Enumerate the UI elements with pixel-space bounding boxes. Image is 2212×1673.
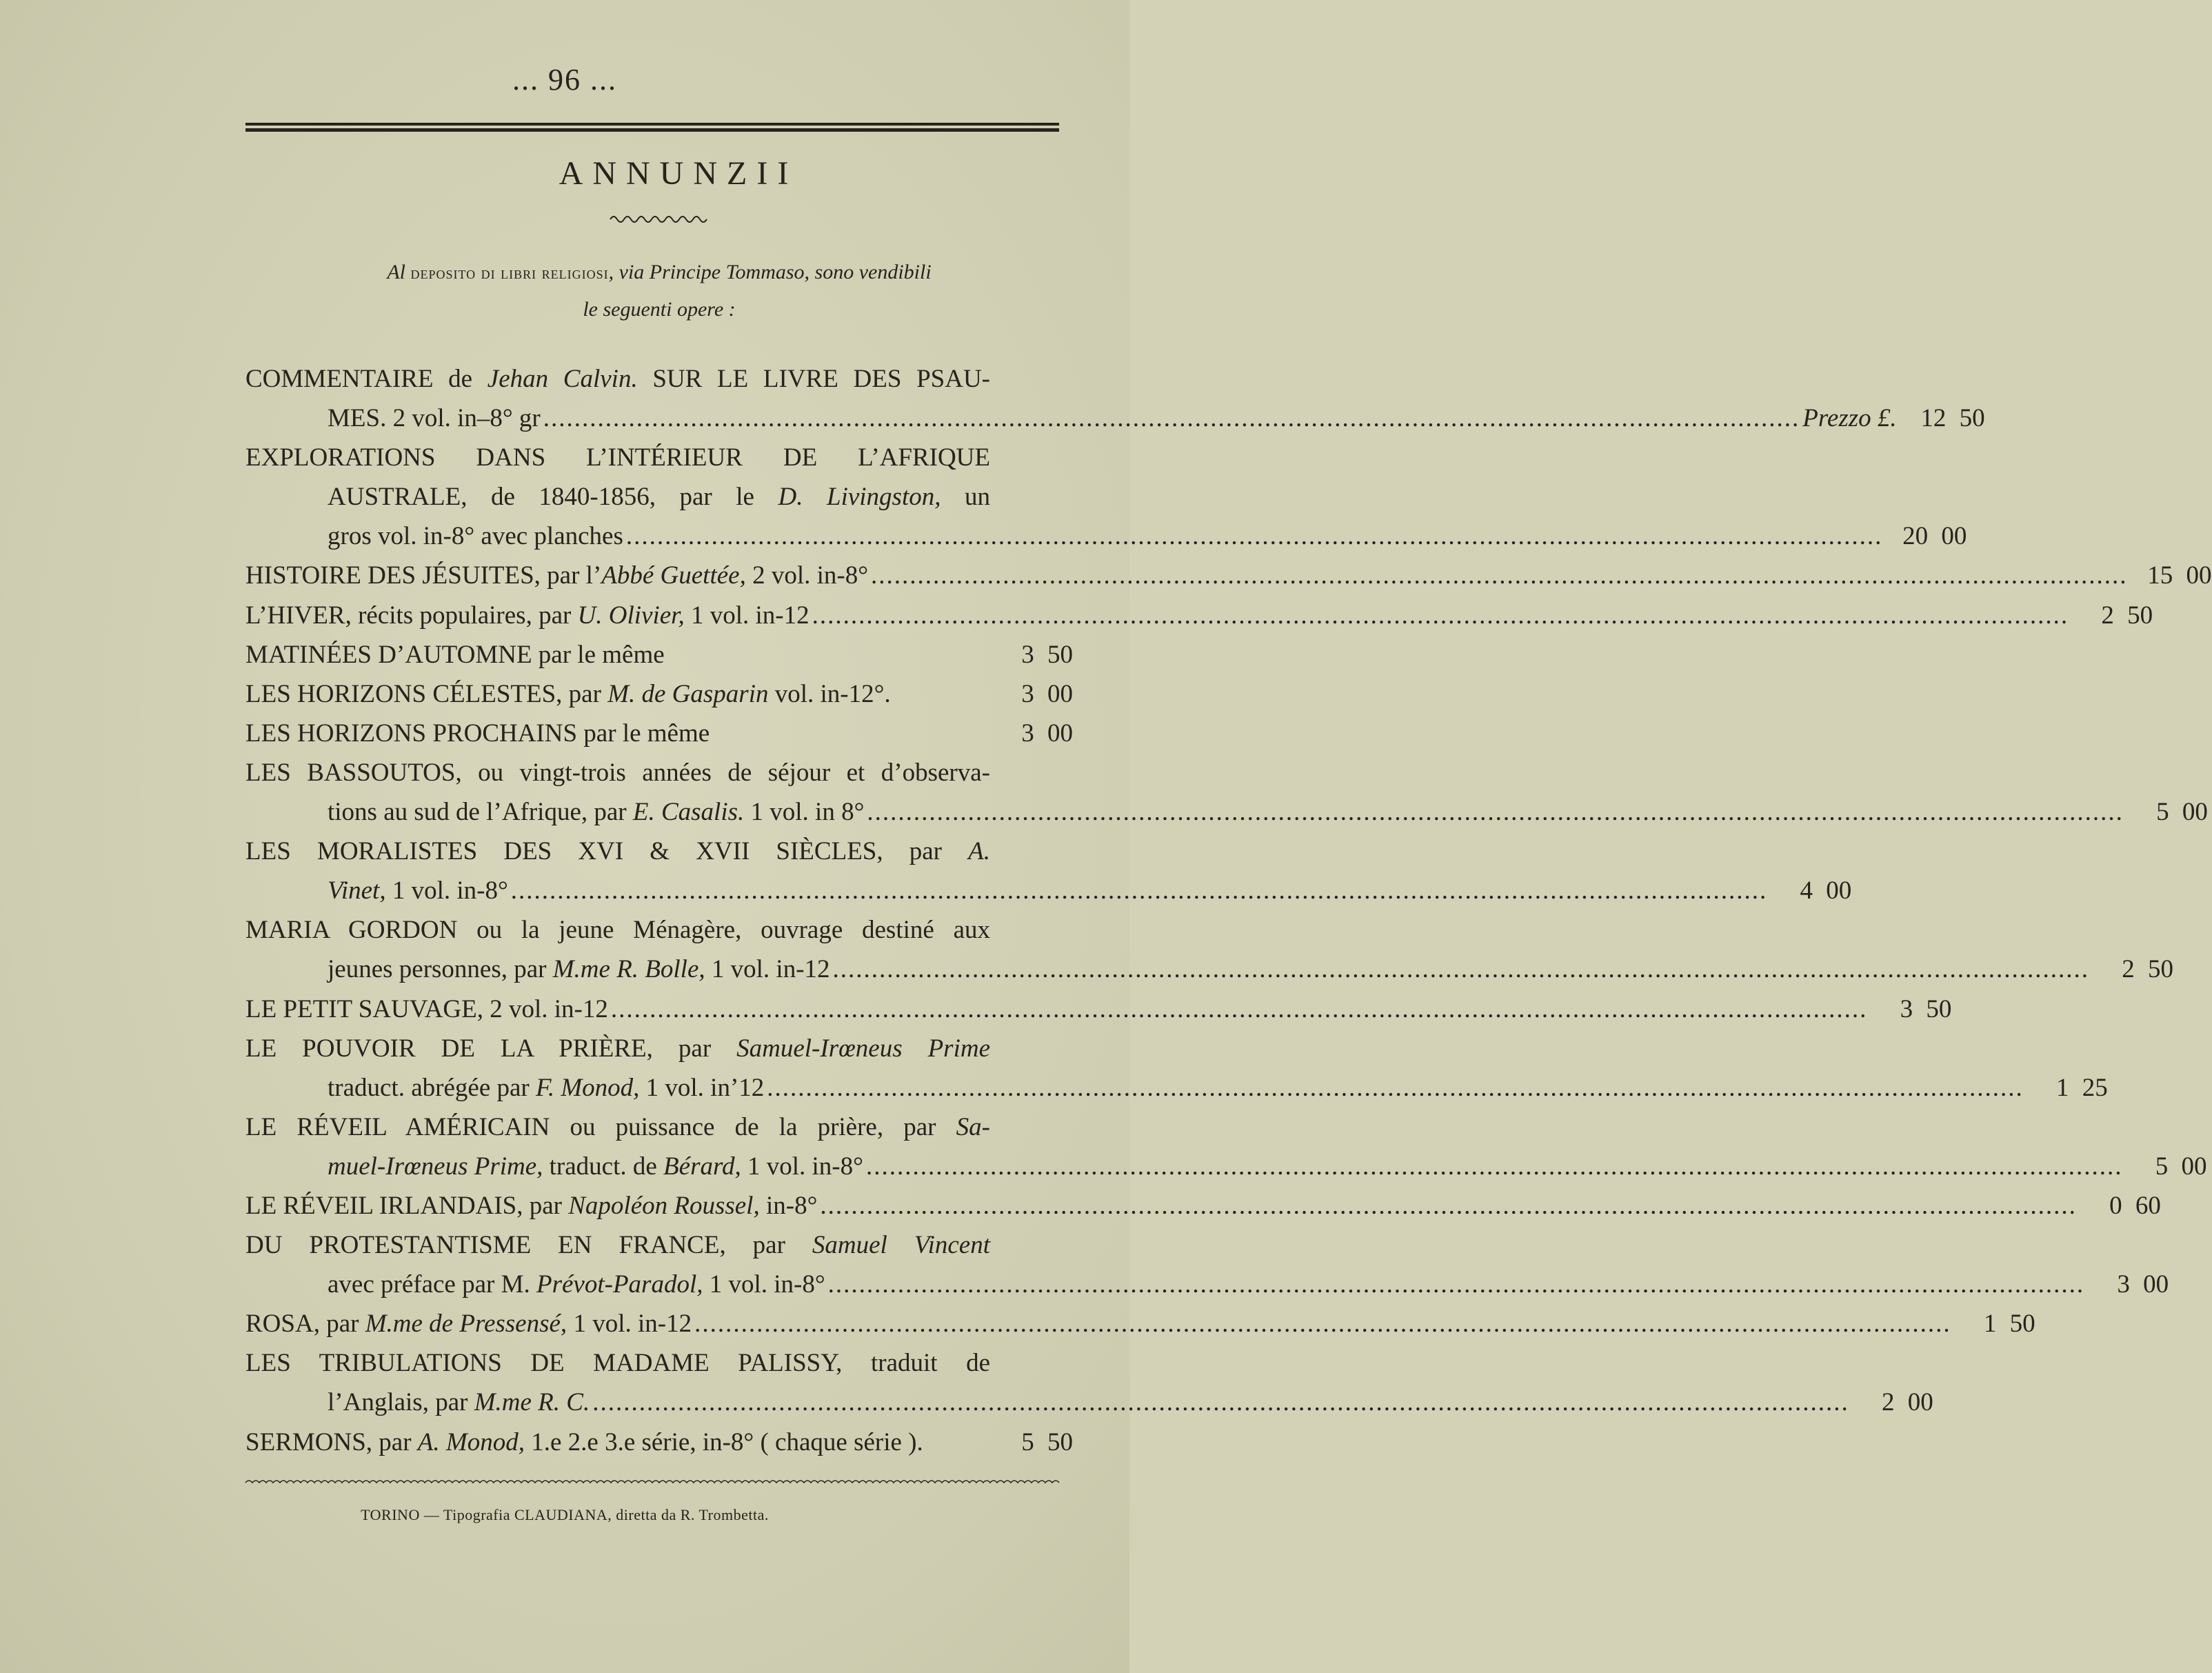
list-line — [245, 1029, 1073, 1068]
entry-text — [245, 1225, 990, 1265]
dot-leader: .................................................................................................................................................................. — [827, 1270, 2085, 1299]
price: 2 50 — [2101, 601, 2153, 630]
dot-leader: .................................................................................................................................................................. — [867, 798, 2124, 827]
entry-segment: 1 vol. in-12 — [705, 955, 830, 984]
entry-author: A. Monod, — [417, 1427, 525, 1456]
list-line — [245, 1304, 2035, 1343]
entry-segment: 2 vol. in-8° — [745, 561, 869, 590]
entry-segment: LE PETIT SAUVAGE, 2 vol. in-12 — [245, 994, 608, 1023]
entry-author: M. de Gasparin — [607, 679, 769, 708]
dot-leader: .................................................................................................................................................................. — [832, 955, 2090, 984]
entry-author: E. Casalis. — [632, 798, 745, 827]
entry-text — [245, 1304, 692, 1343]
dot-leader: .................................................................................................................................................................. — [767, 1073, 2024, 1102]
dot-leader: .................................................................................................................................................................. — [871, 561, 2128, 590]
entry-segment: EXPLORATIONS DANS L’INTÉRIEUR DE L’AFRIQUE — [245, 443, 990, 472]
entry-text — [245, 1343, 990, 1383]
list-line — [245, 910, 1073, 950]
price: 20 00 — [1902, 522, 1967, 551]
list-line — [245, 438, 1073, 477]
entry-segment: MATINÉES D’AUTOMNE par le même — [245, 640, 665, 669]
intro-line-1: Al deposito di libri religiosi, via Principe Tommaso, sono vendibili — [387, 261, 932, 283]
entry-segment: 1.e 2.e 3.e série, in-8° ( chaque série ). — [524, 1427, 923, 1456]
entry-segment: vol. in-12°. — [768, 679, 891, 708]
entry-segment: COMMENTAIRE de — [245, 365, 487, 393]
entry-text — [328, 1147, 863, 1186]
dot-leader: .................................................................................................................................................................. — [694, 1310, 1951, 1339]
list-line — [245, 950, 2174, 989]
list-line — [245, 399, 1985, 438]
list-line — [245, 753, 1073, 792]
list-line — [245, 1383, 1933, 1422]
page-number: ... 96 ... — [512, 63, 617, 97]
entry-segment: SERMONS, par — [245, 1427, 418, 1456]
entry-segment: LE RÉVEIL AMÉRICAIN ou puissance de la prière, par — [245, 1112, 956, 1141]
entry-text — [245, 1029, 990, 1068]
entry-text — [328, 950, 830, 989]
entry-segment: LES BASSOUTOS, ou vingt-trois années de séjour et d’observa- — [245, 758, 990, 787]
entry-author: Jehan Calvin. — [487, 365, 638, 393]
entry-author: Samuel Vincent — [812, 1231, 990, 1260]
list-line — [245, 635, 1073, 674]
price: 5 00 — [2156, 798, 2208, 827]
entry-segment: LES TRIBULATIONS DE MADAME PALISSY, traduit de — [245, 1349, 990, 1378]
entry-segment: tions au sud de l’Afrique, par — [328, 798, 633, 827]
price-prefix: Prezzo £. — [1802, 404, 1897, 433]
entry-author: D. Livingston, — [778, 483, 941, 512]
entry-text — [245, 635, 665, 674]
list-line — [245, 1343, 1073, 1383]
entry-segment: un — [941, 483, 990, 512]
entry-author: A. — [968, 837, 990, 866]
footer-wavy-rule — [0, 1476, 1129, 1490]
entry-segment: traduct. de — [543, 1152, 664, 1181]
price: 2 00 — [1881, 1388, 1933, 1417]
entry-author: Prévot-Paradol, — [536, 1270, 703, 1299]
entry-author: Samuel-Irœneus Prime — [736, 1034, 990, 1063]
entry-segment: in-8° — [759, 1191, 818, 1220]
entry-text — [245, 714, 710, 753]
entry-segment: LES MORALISTES DES XVI & XVII SIÈCLES, par — [245, 837, 969, 866]
entry-segment: gros vol. in-8° avec planches — [328, 522, 623, 551]
entry-text — [245, 438, 990, 477]
list-line — [245, 1225, 1073, 1265]
printer-footer: TORINO — Tipografia CLAUDIANA, diretta da R. Trombetta. — [361, 1506, 769, 1523]
entry-segment: l’Anglais, par — [328, 1388, 474, 1417]
entry-segment: DU PROTESTANTISME EN FRANCE, par — [245, 1231, 812, 1260]
page-title: ANNUNZII — [559, 155, 798, 192]
dot-leader: .................................................................................................................................................................. — [510, 876, 1768, 905]
dot-leader: .................................................................................................................................................................. — [592, 1388, 1849, 1417]
dot-leader: .................................................................................................................................................................. — [812, 601, 2069, 630]
list-line — [245, 1147, 2207, 1186]
entry-segment: MES. 2 vol. in–8° gr — [328, 404, 541, 433]
list-line — [245, 990, 1952, 1029]
entry-author: Sa- — [956, 1112, 990, 1141]
entry-text — [245, 990, 608, 1029]
price: 2 50 — [2122, 955, 2174, 984]
entry-text — [245, 1186, 817, 1225]
list-line — [245, 556, 2212, 595]
entry-segment: 1 vol. in’12 — [639, 1073, 765, 1102]
entry-text — [328, 1265, 825, 1304]
entry-segment: LES HORIZONS CÉLESTES, par — [245, 679, 608, 708]
book-list — [245, 359, 2212, 1462]
entry-segment: AUSTRALE, de 1840-1856, par le — [328, 483, 778, 512]
entry-segment: 1 vol. in-12 — [567, 1310, 692, 1339]
price: 1 25 — [2056, 1073, 2108, 1102]
price: 4 00 — [1800, 876, 1852, 905]
entry-author: U. Olivier, — [577, 601, 685, 630]
double-rule-divider — [245, 123, 1059, 132]
price: 3 00 — [2117, 1270, 2169, 1299]
list-line — [245, 871, 1852, 910]
dot-leader: .................................................................................................................................................................. — [610, 994, 1868, 1023]
entry-text — [328, 792, 864, 832]
price: 3 50 — [1021, 640, 1073, 669]
price: 3 50 — [1900, 994, 1952, 1023]
entry-text — [245, 556, 868, 595]
entry-text — [245, 359, 990, 399]
entry-text — [245, 596, 810, 635]
entry-text — [328, 871, 508, 910]
entry-segment: HISTOIRE DES JÉSUITES, par l’ — [245, 561, 602, 590]
entry-author: muel-Irœneus Prime, — [328, 1152, 543, 1181]
entry-segment: LE RÉVEIL IRLANDAIS, par — [245, 1191, 569, 1220]
entry-segment: MARIA GORDON ou la jeune Ménagère, ouvrage destiné aux — [245, 916, 990, 945]
dot-leader: .................................................................................................................................................................. — [865, 1152, 2123, 1181]
entry-text — [245, 1423, 923, 1462]
entry-segment: LES HORIZONS PROCHAINS par le même — [245, 719, 710, 748]
dot-leader: .................................................................................................................................................................. — [820, 1191, 2077, 1220]
entry-segment: 1 vol. in-8° — [385, 876, 508, 905]
list-line — [245, 517, 1967, 556]
entry-segment: traduct. abrégée par — [328, 1073, 536, 1102]
list-line — [245, 1068, 2108, 1108]
entry-segment: 1 vol. in-8° — [741, 1152, 863, 1181]
entry-text — [245, 910, 990, 950]
entry-text — [328, 477, 990, 517]
entry-author: M.me R. C. — [474, 1388, 590, 1417]
price: 3 00 — [1021, 719, 1073, 748]
list-line — [245, 596, 2153, 635]
entry-segment: jeunes personnes, par — [328, 955, 553, 984]
list-line — [245, 674, 1073, 714]
entry-segment: 1 vol. in 8° — [744, 798, 865, 827]
entry-author: M.me de Pressensé, — [365, 1310, 567, 1339]
entry-segment: LE POUVOIR DE LA PRIÈRE, par — [245, 1034, 737, 1063]
list-line — [245, 1265, 2169, 1304]
list-line — [245, 1186, 2161, 1225]
entry-segment: 1 vol. in-12 — [684, 601, 810, 630]
entry-text — [245, 753, 990, 792]
intro-line-2: le seguenti opere : — [583, 298, 736, 321]
entry-text — [245, 1108, 990, 1147]
entry-author: Bérard, — [663, 1152, 741, 1181]
price: 12 50 — [1920, 404, 1985, 433]
entry-text — [328, 1383, 590, 1422]
price: 1 50 — [1983, 1310, 2035, 1339]
entry-segment: SUR LE LIVRE DES PSAU- — [637, 365, 990, 393]
list-line — [245, 832, 1073, 871]
list-line — [245, 1108, 1073, 1147]
price: 5 00 — [2155, 1152, 2207, 1181]
price: 0 60 — [2109, 1191, 2161, 1220]
price: 3 00 — [1021, 679, 1073, 708]
wavy-ornament — [0, 212, 1129, 226]
list-line — [245, 792, 2208, 832]
dot-leader: .................................................................................................................................................................. — [625, 522, 1883, 551]
entry-text — [328, 399, 541, 438]
entry-author: Abbé Guettée, — [601, 561, 746, 590]
entry-text — [245, 674, 891, 714]
entry-segment: L’HIVER, récits populaires, par — [245, 601, 578, 630]
entry-text — [328, 517, 623, 556]
list-line — [245, 1423, 1073, 1462]
entry-author: F. Monod, — [535, 1073, 640, 1102]
entry-segment: ROSA, par — [245, 1310, 365, 1339]
entry-author: Napoléon Roussel, — [568, 1191, 760, 1220]
list-line — [245, 714, 1073, 753]
entry-text — [245, 832, 990, 871]
list-line — [245, 359, 1073, 399]
list-line — [245, 477, 1073, 517]
entry-segment: 1 vol. in-8° — [703, 1270, 825, 1299]
price: 5 50 — [1021, 1427, 1073, 1456]
entry-segment: avec préface par M. — [328, 1270, 536, 1299]
entry-text — [328, 1068, 764, 1108]
price: 15 00 — [2147, 561, 2212, 590]
entry-author: Vinet, — [328, 876, 386, 905]
dot-leader: .................................................................................................................................................................. — [543, 404, 1800, 433]
entry-author: M.me R. Bolle, — [552, 955, 705, 984]
